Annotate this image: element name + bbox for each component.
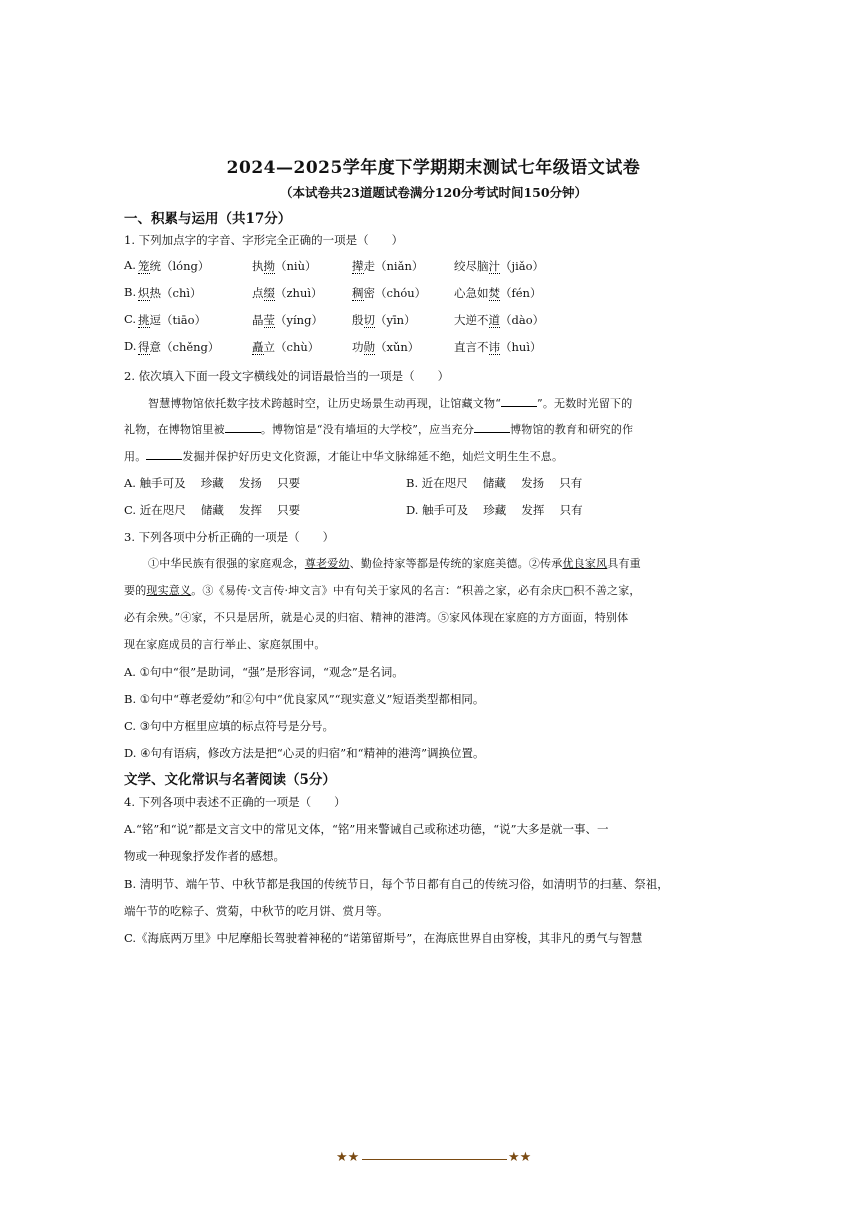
word-prefix: 功 [352, 340, 364, 354]
word-suffix: （zhuì） [275, 286, 323, 300]
question-1-word [252, 258, 317, 274]
question-4-option-a-line-2: 物或一种现象抒发作者的感想。 [124, 849, 285, 863]
blank-line [474, 431, 510, 433]
text-fragment: 用。 [124, 450, 147, 463]
question-1-word [252, 312, 323, 328]
dotted-character: 切 [363, 313, 375, 327]
underlined-phrase: 现实意义 [146, 584, 192, 597]
question-1-word [138, 285, 202, 301]
word-suffix: （yīn） [375, 313, 416, 327]
question-1-stem: 1. 下列加点字的字音、字形完全正确的一项是（ ） [124, 233, 404, 247]
blank-line [146, 458, 182, 460]
word-prefix: 殷 [352, 313, 364, 327]
word-suffix: （yíng） [275, 313, 323, 327]
question-2-stem: 2. 依次填入下面一段文字横线处的词语最恰当的一项是（ ） [124, 369, 450, 383]
text-fragment: 具有重 [607, 557, 641, 570]
dotted-character: 拗 [263, 259, 275, 273]
word-prefix: 大逆不 [454, 313, 489, 327]
text-fragment: 礼物，在博物馆里被 [124, 423, 225, 436]
question-3-stem: 3. 下列各项中分析正确的一项是（ ） [124, 530, 335, 544]
dotted-character: 撵 [352, 259, 364, 273]
question-3-passage-line-4: 现在家庭成员的言行举止、家庭氛围中。 [124, 638, 326, 651]
question-1-option-label: C. [124, 312, 137, 326]
word-suffix: 逗（tiāo） [149, 313, 207, 327]
star-icon: ★★ [336, 1150, 360, 1165]
word-suffix: （xǔn） [375, 340, 420, 354]
question-3-passage-line-1 [148, 555, 641, 571]
word-suffix: （huì） [500, 340, 542, 354]
question-4-option-b-line-1: B. 清明节、端午节、中秋节都是我国的传统节日，每个节日都有自己的传统习俗，如清明节的扫墓、祭祖， [124, 877, 669, 891]
question-2-passage-line-3 [124, 448, 563, 464]
underlined-phrase: 尊老爱幼 [304, 557, 350, 570]
word-suffix: （dào） [500, 313, 545, 327]
question-1-word [352, 258, 423, 274]
question-1-word [352, 312, 416, 328]
section-heading-1: 一、积累与运用（共17分） [124, 211, 292, 227]
text-fragment: 发掘并保护好历史文化资源，才能让中华文脉绵延不绝，灿烂文明生生不息。 [182, 450, 564, 463]
word-suffix: 意（chěng） [149, 340, 220, 354]
question-4-option-b-line-2: 端午节的吃粽子、赏菊，中秋节的吃月饼、赏月等。 [124, 904, 389, 918]
word-prefix: 直言不 [454, 340, 489, 354]
text-fragment: ”。无数时光留下的 [537, 397, 633, 410]
dotted-character: 炽 [138, 286, 150, 300]
word-suffix: （niù） [275, 259, 317, 273]
dotted-character: 道 [488, 313, 500, 327]
question-4-option-c-line-1: C.《海底两万里》中尼摩船长驾驶着神秘的“诺第留斯号”，在海底世界自由穿梭，其非凡的勇气与智慧 [124, 931, 643, 945]
question-1-word [252, 285, 323, 301]
question-3-passage-line-3: 必有余殃。”④家，不只是居所，就是心灵的归宿、精神的港湾。⑤家风体现在家庭的方方面面，特别体 [124, 611, 629, 624]
text-fragment: 博物馆的教育和研究的作 [510, 423, 634, 436]
question-3-option-d: D. ④句有语病，修改方法是把“心灵的归宿”和“精神的港湾”调换位置。 [124, 746, 485, 760]
text-fragment: ①中华民族有很强的家庭观念， [148, 557, 305, 570]
question-4-option-a-line-1: A.“铭”和“说”都是文言文中的常见文体，“铭”用来警诫自己或称述功德，“说”大多是就一事、一 [124, 822, 609, 836]
word-suffix: （fén） [500, 286, 542, 300]
word-prefix: 心急如 [454, 286, 489, 300]
question-2-passage-line-2 [124, 421, 633, 437]
star-icon: ★★ [508, 1150, 532, 1165]
question-3-passage-line-2 [124, 582, 641, 598]
text-fragment: 智慧博物馆依托数字技术跨越时空，让历史场景生动再现，让馆藏文物“ [148, 397, 502, 410]
word-suffix: （jiǎo） [500, 259, 545, 273]
dotted-character: 汁 [488, 259, 500, 273]
question-1-word [138, 258, 209, 274]
dotted-character: 焚 [488, 286, 500, 300]
question-3-option-b: B. ①句中“尊老爱幼”和②句中“优良家风”“现实意义”短语类型都相同。 [124, 692, 485, 706]
question-4-stem: 4. 下列各项中表述不正确的一项是（ ） [124, 795, 346, 809]
dotted-character: 莹 [263, 313, 275, 327]
dotted-character: 勋 [363, 340, 375, 354]
question-2-option-a: A. 触手可及 珍藏 发扬 只要 [124, 476, 301, 490]
dotted-character: 讳 [488, 340, 500, 354]
word-suffix: 统（lóng） [149, 259, 210, 273]
question-1-word [252, 339, 319, 355]
blank-line [225, 431, 261, 433]
question-3-option-a: A. ①句中“很”是助词，“强”是形容词，“观念”是名词。 [124, 665, 404, 679]
footer-ornament [336, 1150, 532, 1167]
underlined-phrase: 优良家风 [562, 557, 608, 570]
question-1-word [352, 339, 419, 355]
dotted-character: 稠 [352, 286, 364, 300]
word-prefix: 晶 [252, 313, 264, 327]
text-fragment: 。③《易传·文言传·坤文言》中有句关于家风的名言：“积善之家，必有余庆□积不善之家， [191, 584, 641, 597]
question-1-word [454, 258, 544, 274]
question-2-passage-line-1 [148, 395, 632, 411]
question-2-option-d: D. 触手可及 珍藏 发挥 只有 [406, 503, 583, 517]
word-suffix: 热（chì） [149, 286, 202, 300]
question-1-word [454, 312, 544, 328]
dotted-character: 笼 [138, 259, 150, 273]
text-fragment: 、勤俭持家等都是传统的家庭美德。②传承 [349, 557, 563, 570]
question-1-word [352, 285, 426, 301]
question-2-option-c: C. 近在咫尺 储藏 发挥 只要 [124, 503, 301, 517]
word-prefix: 点 [252, 286, 264, 300]
section-heading-2: 文学、文化常识与名著阅读（5分） [124, 772, 336, 788]
question-1-word [138, 312, 206, 328]
word-suffix: 立（chù） [263, 340, 320, 354]
question-1-option-label: B. [124, 285, 137, 299]
page-title: 2024—2025学年度下学期期末测试七年级语文试卷 [226, 158, 641, 178]
word-suffix: 密（chóu） [363, 286, 427, 300]
text-fragment: 要的 [124, 584, 147, 597]
word-prefix: 绞尽脑 [454, 259, 489, 273]
page-subtitle: （本试卷共23道题试卷满分120分考试时间150分钟） [279, 185, 588, 200]
dotted-character: 缀 [263, 286, 275, 300]
footer-divider [362, 1159, 507, 1160]
text-fragment: 。博物馆是“没有墙垣的大学校”，应当充分 [260, 423, 475, 436]
word-suffix: 走（niǎn） [363, 259, 424, 273]
word-prefix: 执 [252, 259, 264, 273]
question-1-word [454, 285, 541, 301]
dotted-character: 挑 [138, 313, 150, 327]
dotted-character: 矗 [252, 340, 264, 354]
question-1-option-label: D. [124, 339, 137, 353]
blank-line [501, 405, 537, 407]
question-2-option-b: B. 近在咫尺 储藏 发扬 只有 [406, 476, 583, 490]
dotted-character: 得 [138, 340, 150, 354]
question-1-word [454, 339, 542, 355]
question-3-option-c: C. ③句中方框里应填的标点符号是分号。 [124, 719, 335, 733]
question-1-word [138, 339, 219, 355]
question-1-option-label: A. [124, 258, 136, 272]
